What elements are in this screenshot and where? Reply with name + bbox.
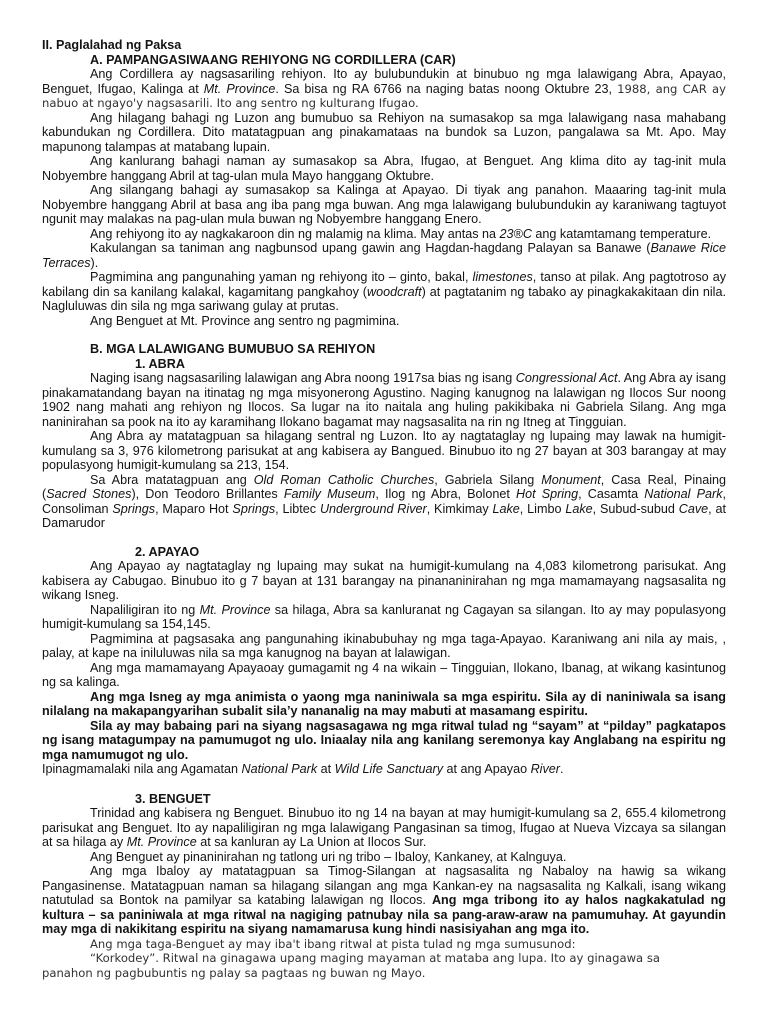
text-run: , Ilog ng Abra, Bolonet [375, 487, 516, 501]
text-run: panahon ng pagbubuntis ng palay sa pagtaas ng buwan ng Mayo. [42, 965, 426, 980]
italic-term: Sacred Stones [46, 487, 132, 501]
apayao-heading: 2. APAYAO [135, 544, 200, 559]
text-run: Napaliligiran ito ng [90, 602, 200, 617]
text-run: Sa Abra matatagpuan ang [90, 472, 254, 487]
text-run: Ang rehiyong ito ay nagkakaroon din ng malamig na klima. May antas na [90, 226, 500, 241]
text-run: Naging isang nagsasariling lalawigan ang Abra noong 1917sa bias ng isang [90, 371, 516, 385]
text-run: . Ang Abra ay isang pinakamatandang bayan na itinatag ng mga misyonerong Agustino. Naging kanugnog na lalawigan ng Ilocos Sur noong 1902 nang mahati ang rehiyon ng Ilocos. Sa lugar na ito naitala ang huling pakikibaka ni Gabriela Silang. Ang mga naninirahan sa pook na ito ay karamihang Ilokano bagamat may nagsasalita na rin ng Itneg at Tingguian. [42, 371, 726, 429]
text-run: , tanso at pilak. Ang pagtotroso ay kabilang din sa kanilang kalakal, kagamitang pangkahoy ( [42, 270, 727, 299]
italic-term: Congressional Act [515, 371, 618, 385]
italic-term: Family Museum [283, 487, 376, 501]
text-run: , Casamta [578, 487, 645, 501]
italic-term: National Park [241, 762, 318, 776]
text-run: Kakulangan sa taniman ang nagbunsod upang gawin ang Hagdan-hagdang Palayan sa Banawe ( [90, 241, 651, 255]
italic-term: Springs [232, 501, 276, 516]
italic-term: Mt. Province [126, 835, 197, 849]
text-run: Trinidad ang kabisera ng Benguet. Binubuo ito ng 14 na bayan at may humigit-kumulang sa 2, 655.4 kilometrong parisukat ang Benguet. Ito ay napaliligiran ng mga lalawigang Pangasinan sa timog, Ifugao at Nueva Vizcaya sa silangan at sa hilaga ay [42, 806, 726, 849]
text-run: , Libtec [275, 501, 320, 516]
text-run: , Consoliman [42, 487, 726, 516]
apayao-paragraph-3: Pagmimina at pagsasaka ang pangunahing ikinabubuhay ng mga taga-Apayao. Karaniwang ani nila ay mais, , palay, at kape na iniluluwas nila sa mga kanugnog na bayan at lalawigan. [42, 631, 726, 660]
italic-term: Monument [541, 472, 601, 487]
car-paragraph-8: Ang Benguet at Mt. Province ang sentro ng pagmimina. [90, 313, 400, 328]
italic-term: Springs [112, 501, 156, 516]
italic-term: Underground River [319, 501, 427, 516]
text-run: Pagmimina ang pangunahing yaman ng rehiyong ito – ginto, bakal, [90, 270, 473, 284]
benguet-paragraph-2: Ang Benguet ay pinaninirahan ng tatlong uri ng tribo – Ibaloy, Kankaney, at Kalnguya. [90, 849, 567, 864]
italic-term: Banawe Rice Terraces [42, 241, 726, 270]
car-paragraph-2: Ang hilagang bahagi ng Luzon ang bumubuo sa Rehiyon na sumasakop sa mga lalawigang nasa mahabang kabundukan ng Cordillera. Dito matatagpuan ang pinakamataas na bundok sa Luzon, pangalawa sa Mt. Apo. May mapunong talampas at matabang lupain. [42, 110, 726, 154]
text-run: , Maparo Hot [155, 501, 233, 516]
text-run: 1988, ang CAR ay nabuo at ngayo'y nagsasarili. Ito ang sentro ng kulturang Ifugao. [42, 81, 726, 110]
part-b-heading: B. MGA LALAWIGANG BUMUBUO SA REHIYON [90, 342, 376, 356]
car-paragraph-7 [42, 270, 726, 314]
benguet-paragraph-4: Ang mga taga-Benguet ay may iba't ibang ritwal at pista tulad ng mga sumusunod: [90, 936, 576, 951]
text-run: ang katamtamang temperature. [531, 226, 712, 241]
italic-term: limestones [472, 270, 533, 284]
italic-term: Cave [678, 501, 709, 516]
text-run: at ang Apayao [443, 762, 531, 776]
italic-term: Wild Life Sanctuary [334, 762, 444, 776]
italic-term: Lake [492, 501, 520, 516]
text-run: . [559, 762, 564, 776]
car-paragraph-4: Ang silangang bahagi ay sumasakop sa Kalinga at Apayao. Di tiyak ang panahon. Maaaring tag-init mula Nobyembre hanggang Abril at basa ang iba pang mga buwan. Ang mga lalawigang bulubundukin ay karaniwang tagtuyot ngunit may malakas na pag-ulan mula buwan ng Nobyembre hanggang Enero. [42, 183, 726, 226]
apayao-paragraph-2 [42, 603, 726, 632]
text-run: ), Don Teodoro Brillantes [131, 487, 284, 501]
text-run: Ang mga Ibaloy ay matatagpuan sa Timog-Silangan at nagsasalita ng Nabaloy na hawig sa wikang Pangasinense. Matatagpuan naman sa hilagang silangan ang mga Kankan-ey na nagsasalita ng Kalkali, isang wikang natutulad sa Bontok na pamilyar sa katabing lalawigan ng Ilocos. [42, 864, 726, 907]
italic-term: Mt. Province [203, 81, 276, 96]
apayao-paragraph-1: Ang Apayao ay nagtataglay ng lupaing may sukat na humigit-kumulang na 4,083 kilometrong parisukat. Ang kabisera ay Cabugao. Binubuo ito g 7 bayan at 131 barangay na pinananinirahan ng mga mamamayang nagsasalita ng wikang Isneg. [42, 559, 726, 602]
italic-term: Old Roman Catholic Churches [253, 472, 435, 487]
abra-paragraph-3 [42, 473, 726, 531]
apayao-paragraph-6: Sila ay may babaing pari na siyang nagsasagawa ng mga ritwal tulad ng “sayam” at “pilday” pagkatapos ng isang matagumpay na pamumugot ng ulo. Iniaalay nila ang kanilang seremonya kay Anglabang na espiritu ng mga namumugot ng ulo. [42, 718, 726, 762]
car-paragraph-6 [42, 241, 726, 270]
text-run: at [317, 762, 335, 776]
text-run: , Limbo [519, 501, 566, 516]
apayao-paragraph-4: Ang mga mamamayang Apayaoay gumagamit ng 4 na wikain – Tingguian, Ilokano, Ibanag, at wikang kasintunog ng sa kalinga. [42, 660, 726, 689]
abra-heading: 1. ABRA [135, 356, 185, 371]
car-paragraph-3: Ang kanlurang bahagi naman ay sumasakop sa Abra, Ifugao, at Benguet. Ang klima dito ay tag-init mula Nobyembre hanggang Abril at tag-ulan mula Mayo hanggang Oktubre. [42, 154, 726, 183]
apayao-paragraph-5: Ang mga Isneg ay mga animista o yaong mga naniniwala sa mga espiritu. Sila ay di naniniwala sa isang nilalang na makapangyarihan subalit sila’y nananalig na may mabuti at masamang espiritu. [42, 689, 726, 718]
italic-term: 23®C [499, 226, 532, 241]
text-run: at sa kanluran ay La Union at Ilocos Sur. [196, 835, 427, 849]
italic-term: River [530, 762, 560, 776]
abra-paragraph-2: Ang Abra ay matatagpuan sa hilagang sentral ng Luzon. Ito ay nagtataglay ng lupaing may lawak na humigit-kumulang sa 3, 976 kilometrong parisukat at ang kabisera ay Bangued. Binubuo ito ng 27 bayan at 303 barangay at may populasyong humigit-kumulang sa 213, 154. [42, 429, 726, 472]
text-run: , Kimkimay [426, 501, 493, 516]
text-run: Ang Cordillera ay nagsasariling rehiyon. Ito ay bulubundukin at binubuo ng mga lalawigang Abra, Apayao, Benguet, Ifugao, Kalinga at [42, 67, 726, 96]
italic-term: National Park [644, 487, 723, 501]
benguet-paragraph-1 [42, 806, 726, 850]
text-run: , Subud-subud [592, 501, 679, 516]
apayao-paragraph-7 [42, 762, 726, 777]
italic-term: Mt. Province [199, 602, 271, 617]
text-run: sa hilaga, Abra sa kanluranat ng Cagayan sa silangan. Ito ay may populasyong humigit-kumulang sa 154,145. [42, 602, 726, 631]
car-paragraph-1 [42, 67, 726, 111]
italic-term: Hot Spring [515, 487, 579, 501]
text-run: ) at pagtatanim ng tabako ay pinagkakakitaan din nila. Nagluluwas din sila ng mga sariwang gulay at prutas. [42, 284, 726, 313]
text-run: Ipinagmamalaki nila ang Agamatan [42, 762, 242, 776]
benguet-paragraph-5 [42, 951, 726, 980]
abra-paragraph-1 [42, 371, 726, 429]
text-run: , Gabriela Silang [434, 472, 542, 487]
car-paragraph-5 [42, 227, 726, 242]
bold-text-run: Ang mga tribong ito ay halos nagkakatulad ng kultura – sa paniniwala at mga ritwal na nagiging patnubay nila sa pang-araw-araw na pamumuhay. At gayundin may mga di nakikitang espiritu na siyang namamarusa kung hindi nasisiyahan ang mga ito. [42, 893, 726, 936]
text-run: , at Damarudor [42, 501, 727, 530]
text-run: . Sa bisa ng RA 6766 na naging batas noong Oktubre 23, [275, 81, 618, 96]
text-run: ). [90, 255, 99, 270]
part-a-heading: A. PAMPANGASIWAANG REHIYONG NG CORDILLERA (CAR) [90, 52, 456, 67]
section-title: II. Paglalahad ng Paksa [42, 38, 182, 52]
benguet-heading: 3. BENGUET [135, 791, 211, 806]
italic-term: Lake [565, 501, 593, 516]
benguet-paragraph-3 [42, 864, 726, 937]
text-run: “Korkodey”. Ritwal na ginagawa upang maging mayaman at mataba ang lupa. Ito ay ginagawa sa [90, 951, 660, 965]
italic-term: woodcraft [366, 284, 422, 299]
text-run: , Casa Real, Pinaing ( [42, 472, 727, 501]
